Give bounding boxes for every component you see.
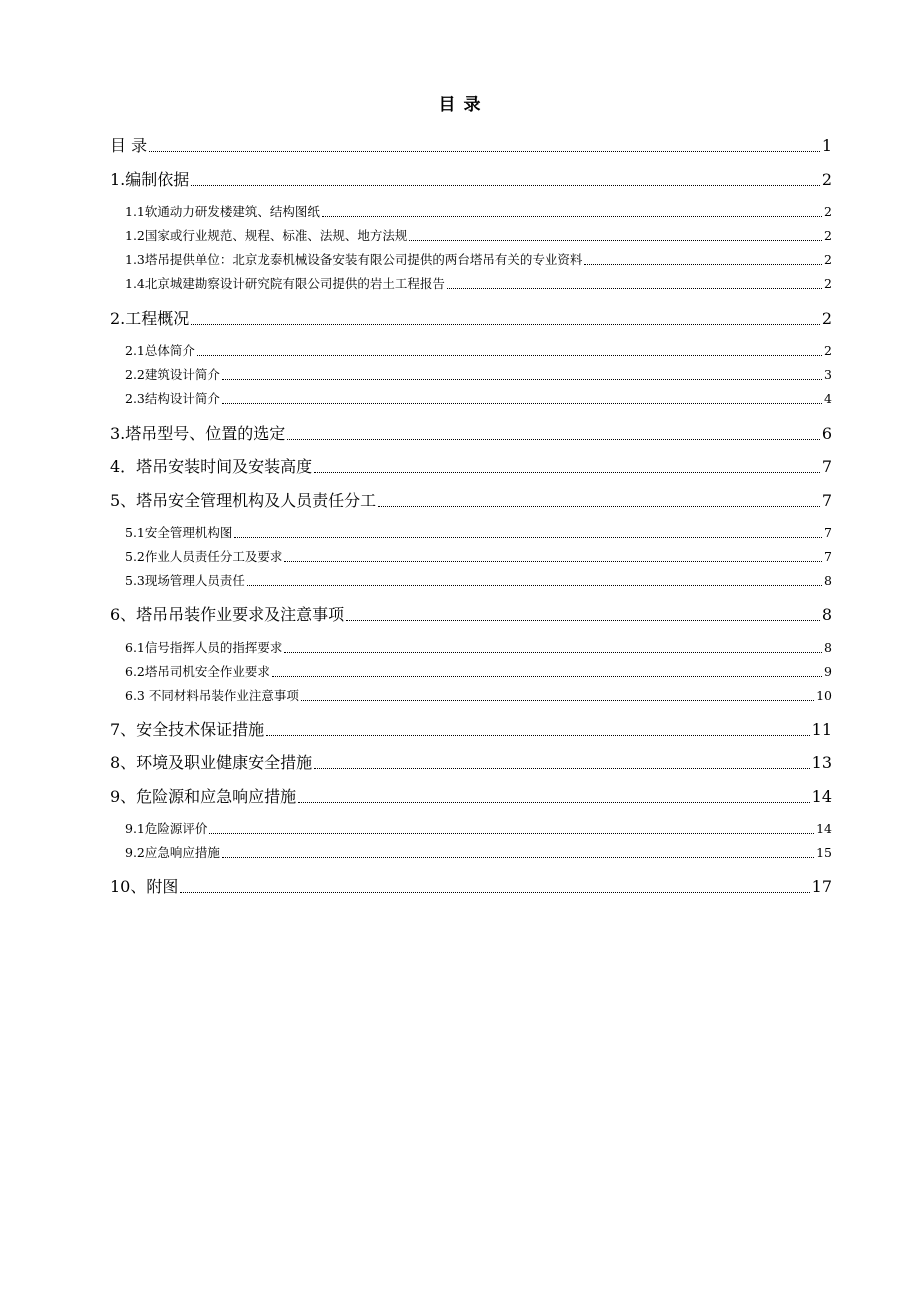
toc-page-number: 7 <box>824 525 832 540</box>
leader-dots <box>272 676 822 677</box>
toc-entry-text: 2.1总体简介 <box>125 343 195 358</box>
toc-entry[interactable] <box>110 136 832 156</box>
toc-page-number: 7 <box>821 457 832 476</box>
toc-entry[interactable] <box>110 491 832 511</box>
toc-entry-text: 1.2国家或行业规范、规程、标准、法规、地方法规 <box>125 228 408 243</box>
leader-dots <box>447 288 822 289</box>
toc-page-number: 2 <box>824 276 832 291</box>
leader-dots <box>222 403 822 404</box>
toc-page-number: 1 <box>821 136 832 155</box>
toc-entry[interactable] <box>110 605 832 625</box>
leader-dots <box>346 620 820 621</box>
leader-dots <box>322 216 822 217</box>
leader-dots <box>314 768 809 769</box>
toc-entry[interactable] <box>110 720 832 740</box>
toc-entry-text: 5.2作业人员责任分工及要求 <box>125 549 283 564</box>
toc-entry[interactable] <box>125 276 832 292</box>
toc-entry[interactable] <box>125 664 832 680</box>
leader-dots <box>314 472 820 473</box>
toc-entry-text: 6.3 不同材料吊装作业注意事项 <box>125 688 299 703</box>
toc-entry-text: 4．塔吊安装时间及安装高度 <box>110 457 313 476</box>
toc-entry[interactable] <box>125 573 832 589</box>
toc-entry-text: 2.2建筑设计简介 <box>125 367 220 382</box>
toc-entry-text: 1.3塔吊提供单位：北京龙泰机械设备安装有限公司提供的两台塔吊有关的专业资料 <box>125 252 583 267</box>
toc-entry[interactable] <box>125 821 832 837</box>
toc-page-number: 14 <box>811 787 832 806</box>
leader-dots <box>222 379 822 380</box>
toc-entry-text: 2.3结构设计简介 <box>125 391 220 406</box>
toc-page-number: 11 <box>811 720 832 739</box>
toc-page-number: 9 <box>824 664 832 679</box>
toc-entry-text: 5.1安全管理机构图 <box>125 525 233 540</box>
leader-dots <box>284 561 822 562</box>
toc-entry[interactable] <box>110 424 832 444</box>
leader-dots <box>409 240 822 241</box>
toc-entry[interactable] <box>125 204 832 220</box>
toc-entry-text: 9.2应急响应措施 <box>125 845 220 860</box>
toc-page-number: 14 <box>816 821 832 836</box>
leader-dots <box>180 892 809 893</box>
toc-entry[interactable] <box>110 457 832 477</box>
toc-page-number: 15 <box>816 845 832 860</box>
toc-page-number: 2 <box>824 228 832 243</box>
toc-page-number: 8 <box>824 573 832 588</box>
leader-dots <box>266 735 809 736</box>
toc-page-number: 2 <box>821 309 832 328</box>
toc-entry-text: 5.3现场管理人员责任 <box>125 573 245 588</box>
toc-entry[interactable] <box>110 787 832 807</box>
toc-entry[interactable] <box>110 753 832 773</box>
leader-dots <box>284 652 822 653</box>
toc-page-number: 4 <box>824 391 832 406</box>
toc-entry-text: 8、环境及职业健康安全措施 <box>110 753 313 772</box>
leader-dots <box>378 506 820 507</box>
toc-entry-text: 6.1信号指挥人员的指挥要求 <box>125 640 283 655</box>
toc-entry[interactable] <box>110 309 832 329</box>
toc-page-number: 7 <box>821 491 832 510</box>
toc-entry[interactable] <box>110 170 832 190</box>
toc-entry[interactable] <box>125 525 832 541</box>
toc-page-number: 17 <box>811 877 832 896</box>
toc-entry-text: 1.4北京城建勘察设计研究院有限公司提供的岩土工程报告 <box>125 276 445 291</box>
toc-entry-text: 7、安全技术保证措施 <box>110 720 265 739</box>
toc-entry[interactable] <box>110 877 832 897</box>
toc-entry-text: 9、危险源和应急响应措施 <box>110 787 297 806</box>
leader-dots <box>234 537 822 538</box>
toc-entry-text: 9.1危险源评价 <box>125 821 208 836</box>
toc-entry-text: 目 录 <box>110 136 148 155</box>
toc-page-number: 3 <box>824 367 832 382</box>
toc-entry[interactable] <box>125 343 832 359</box>
toc-page-number: 2 <box>824 204 832 219</box>
toc-page-number: 2 <box>821 170 832 189</box>
leader-dots <box>209 833 814 834</box>
leader-dots <box>298 802 809 803</box>
leader-dots <box>287 439 820 440</box>
toc-page-number: 8 <box>824 640 832 655</box>
toc-page-number: 6 <box>821 424 832 443</box>
toc-entry-text: 6.2塔吊司机安全作业要求 <box>125 664 270 679</box>
toc-entry[interactable] <box>125 640 832 656</box>
leader-dots <box>191 185 820 186</box>
toc-entry-text: 2.工程概况 <box>110 309 190 328</box>
toc-page-number: 2 <box>824 343 832 358</box>
toc-page-number: 13 <box>811 753 832 772</box>
toc-page-number: 7 <box>824 549 832 564</box>
toc-entry[interactable] <box>125 688 832 704</box>
leader-dots <box>149 151 820 152</box>
toc-entry[interactable] <box>125 252 832 268</box>
toc-entry[interactable] <box>125 549 832 565</box>
toc-entry-text: 10、附图 <box>110 877 179 896</box>
toc-entry-text: 6、塔吊吊装作业要求及注意事项 <box>110 605 345 624</box>
leader-dots <box>191 324 820 325</box>
toc-entry[interactable] <box>125 845 832 861</box>
toc-entry-text: 5、塔吊安全管理机构及人员责任分工 <box>110 491 377 510</box>
page-title: 目 录 <box>438 95 482 115</box>
toc-entry[interactable] <box>125 391 832 407</box>
toc-page-number: 8 <box>821 605 832 624</box>
leader-dots <box>222 857 814 858</box>
leader-dots <box>247 585 822 586</box>
toc-page-number: 2 <box>824 252 832 267</box>
leader-dots <box>584 264 822 265</box>
toc-entry-text: 1.编制依据 <box>110 170 190 189</box>
toc-entry-text: 3.塔吊型号、位置的选定 <box>110 424 286 443</box>
toc-page-number: 10 <box>816 688 832 703</box>
toc-entry[interactable] <box>125 367 832 383</box>
toc-entry[interactable] <box>125 228 832 244</box>
leader-dots <box>197 355 822 356</box>
toc-entry-text: 1.1软通动力研发楼建筑、结构图纸 <box>125 204 320 219</box>
leader-dots <box>301 700 814 701</box>
